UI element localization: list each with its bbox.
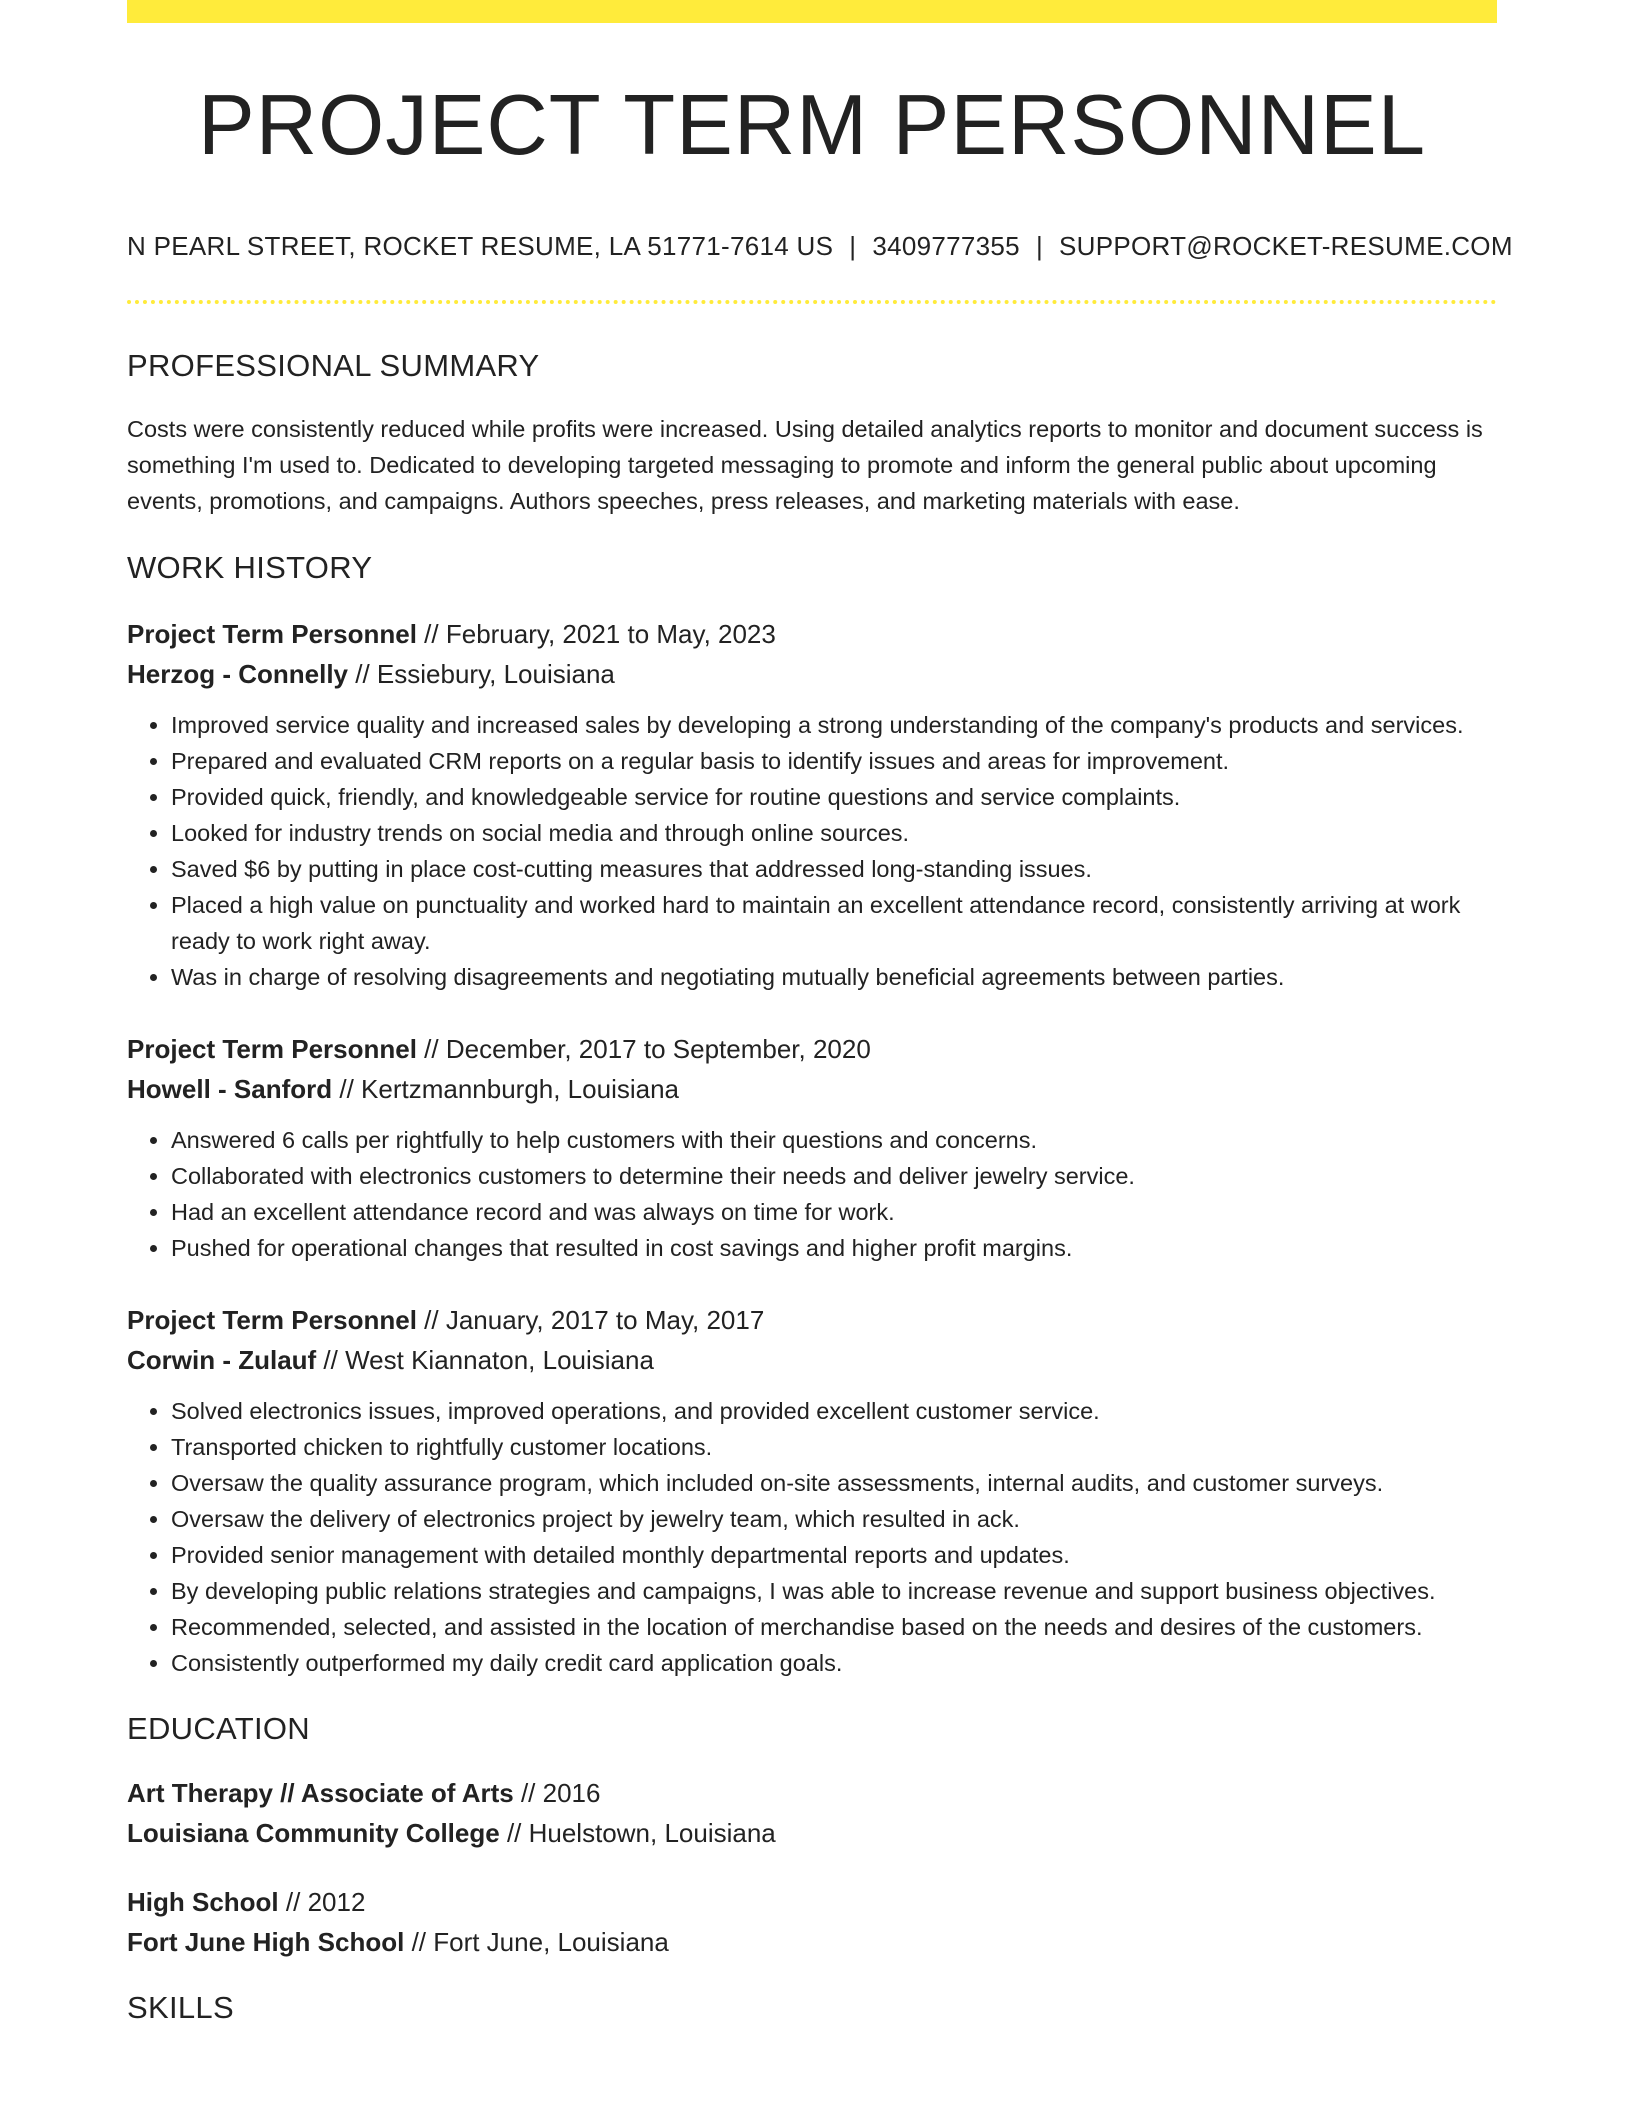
job-bullet: • Recommended, selected, and assisted in the location of merchandise based on the needs and desires of the customers. [171,1609,1497,1645]
summary-text: Costs were consistently reduced while profits were increased. Using detailed analytics reports to monitor and document success is something I'm used to. Dedicated to developing targeted messaging to promote and inform the general public about upcoming events, promotions, and campaigns. Authors speeches, press releases, and marketing materials with ease. [127,416,1483,514]
job-bullet: • Transported chicken to rightfully customer locations. [171,1429,1497,1465]
education-entry [127,1773,1497,1853]
job-dates: // February, 2021 to May, 2023 [416,619,776,649]
education-location: // Fort June, Louisiana [404,1927,669,1957]
job-bullets [127,1122,1497,1266]
job-bullets [127,707,1497,995]
job-bullet: • Looked for industry trends on social media and through online sources. [171,815,1497,851]
job-location: // West Kiannaton, Louisiana [316,1345,654,1375]
job-company: Herzog - Connelly [127,659,349,689]
job-bullet: • By developing public relations strategies and campaigns, I was able to increase revenue and support business objectives. [171,1573,1497,1609]
job-company: Corwin - Zulauf [127,1345,317,1375]
resume-page [127,0,1513,2026]
education-degree: High School [127,1887,279,1917]
job-bullets [127,1393,1497,1681]
job-bullet: • Improved service quality and increased sales by developing a strong understanding of the company's products and services. [171,707,1497,743]
job-dates: // January, 2017 to May, 2017 [416,1305,765,1335]
job-bullet: • Oversaw the delivery of electronics project by jewelry team, which resulted in ack. [171,1501,1497,1537]
summary-heading: PROFESSIONAL SUMMARY [127,348,540,383]
job-bullet: • Collaborated with electronics customers to determine their needs and deliver jewelry service. [171,1158,1497,1194]
job-bullet: • Consistently outperformed my daily credit card application goals. [171,1645,1497,1681]
job-entry [127,614,1497,995]
skills-heading: SKILLS [127,1990,234,2025]
job-bullet: • Answered 6 calls per rightfully to help customers with their questions and concerns. [171,1122,1497,1158]
contact-separator: | [849,231,857,261]
job-bullet: • Provided quick, friendly, and knowledgeable service for routine questions and service complaints. [171,779,1497,815]
work-history-heading: WORK HISTORY [127,550,373,585]
job-title-line [127,614,1497,654]
job-company-line [127,1069,1497,1109]
job-entry [127,1300,1497,1681]
contact-phone: 3409777355 [872,231,1020,261]
education-school-line [127,1813,1497,1853]
education-year: // 2012 [278,1887,366,1917]
job-bullet: • Was in charge of resolving disagreements and negotiating mutually beneficial agreements between parties. [171,959,1497,995]
job-bullet: • Solved electronics issues, improved operations, and provided excellent customer service. [171,1393,1497,1429]
job-bullet: • Prepared and evaluated CRM reports on a regular basis to identify issues and areas for improvement. [171,743,1497,779]
job-bullet: • Saved $6 by putting in place cost-cutting measures that addressed long-standing issues. [171,851,1497,887]
job-title: Project Term Personnel [127,619,417,649]
job-location: // Kertzmannburgh, Louisiana [332,1074,679,1104]
job-dates: // December, 2017 to September, 2020 [416,1034,871,1064]
candidate-name: PROJECT TERM PERSONNEL [198,78,1426,173]
education-entry [127,1882,1497,1962]
top-accent-bar [127,0,1497,23]
header-divider [127,300,1497,304]
job-bullet: • Provided senior management with detailed monthly departmental reports and updates. [171,1537,1497,1573]
education-degree-line [127,1773,1497,1813]
contact-address: N PEARL STREET, ROCKET RESUME, LA 51771-7614 US [127,231,834,261]
education-degree: Art Therapy // Associate of Arts [127,1778,514,1808]
education-school-line [127,1922,1497,1962]
education-heading: EDUCATION [127,1711,310,1746]
job-company: Howell - Sanford [127,1074,333,1104]
education-school: Fort June High School [127,1927,405,1957]
job-company-line [127,1340,1497,1380]
education-degree-line [127,1882,1497,1922]
education-year: // 2016 [513,1778,601,1808]
job-bullet: • Had an excellent attendance record and was always on time for work. [171,1194,1497,1230]
job-title-line [127,1300,1497,1340]
job-company-line [127,654,1497,694]
contact-line [127,231,1513,262]
education-location: // Huelstown, Louisiana [499,1818,776,1848]
job-bullet: • Placed a high value on punctuality and worked hard to maintain an excellent attendance record, consistently arriving at work ready to work right away. [171,887,1497,959]
contact-separator: | [1035,231,1043,261]
job-bullet: • Pushed for operational changes that resulted in cost savings and higher profit margins. [171,1230,1497,1266]
education-school: Louisiana Community College [127,1818,500,1848]
job-bullet: • Oversaw the quality assurance program, which included on-site assessments, internal audits, and customer surveys. [171,1465,1497,1501]
job-entry [127,1029,1497,1266]
job-title: Project Term Personnel [127,1305,417,1335]
job-title-line [127,1029,1497,1069]
job-title: Project Term Personnel [127,1034,417,1064]
job-location: // Essiebury, Louisiana [348,659,615,689]
contact-email: SUPPORT@ROCKET-RESUME.COM [1059,231,1513,261]
